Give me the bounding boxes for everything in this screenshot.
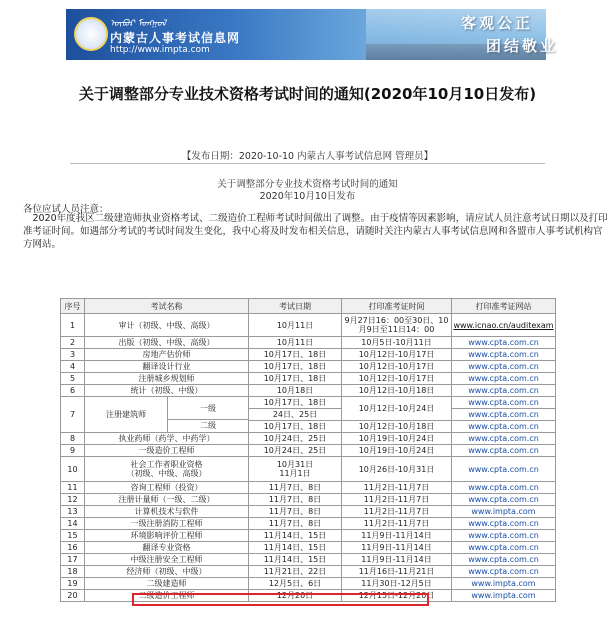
site-logo-icon xyxy=(74,17,108,51)
cell-exam-name-group xyxy=(85,397,249,433)
table-row xyxy=(61,349,556,361)
cell-print-time: 11月9日-11月14日 xyxy=(342,554,452,566)
cell-print-site-link[interactable]: www.cpta.com.cn xyxy=(452,433,556,445)
article-paragraph: 2020年度我区二级建造师执业资格考试、二级造价工程师考试时间做出了调整。由于疫情等因素影响，请应试人员注意考试日期以及打印准考证时间。如遇部分考试的考试时间发生变化，我中心将及时发布相关信息，请随时关注内蒙古人事考试信息网和各盟市人事考试机构官方网站。 xyxy=(23,213,608,250)
cell-exam-date: 11月21日、22日 xyxy=(249,566,342,578)
cell-print-site-link[interactable]: www.cpta.com.cn xyxy=(452,554,556,566)
table-row xyxy=(61,314,556,337)
table-row xyxy=(61,506,556,518)
table-row xyxy=(61,433,556,445)
cell-print-time: 10月19日-10月24日 xyxy=(342,445,452,457)
table-row xyxy=(61,530,556,542)
cell-exam-name: 环境影响评价工程师 xyxy=(85,530,249,542)
header-print-site: 打印准考证网站 xyxy=(452,299,556,314)
table-row xyxy=(61,554,556,566)
cell-exam-date-line: 11月1日 xyxy=(279,469,311,478)
cell-no: 15 xyxy=(61,530,85,542)
cell-exam-date: 10月24日、25日 xyxy=(249,433,342,445)
cell-no: 9 xyxy=(61,445,85,457)
cell-exam-name: 翻译设计行业 xyxy=(85,361,249,373)
table-row xyxy=(61,457,556,482)
cell-print-site-link[interactable]: www.cpta.com.cn xyxy=(452,409,556,421)
cell-exam-date: 12月20日 xyxy=(249,590,342,602)
banner-slogan-1: 客观公正 xyxy=(461,14,534,32)
cell-no: 3 xyxy=(61,349,85,361)
site-banner[interactable] xyxy=(66,9,559,60)
cell-exam-name: 咨询工程师（投资） xyxy=(85,482,249,494)
cell-exam-name: 二级造价工程师 xyxy=(85,590,249,602)
cell-exam-name: 房地产估价师 xyxy=(85,349,249,361)
cell-no: 2 xyxy=(61,337,85,349)
cell-exam-subname: 一级 xyxy=(168,397,248,420)
banner-mongolian-text: ᠥᠪᠦᠷ ᠮᠣᠩᠭᠣᠯ xyxy=(110,19,167,29)
cell-exam-date: 10月18日 xyxy=(249,385,342,397)
banner-slogan-2: 团结敬业 xyxy=(486,37,559,55)
cell-print-time: 9月27日16：00至30日、10月9日至11日14：00 xyxy=(342,314,452,337)
article-date: 2020年10月10日发布 xyxy=(259,191,356,202)
cell-exam-name: 注册建筑师 xyxy=(85,397,168,432)
cell-no: 16 xyxy=(61,542,85,554)
table-row xyxy=(61,385,556,397)
cell-print-site-link[interactable]: www.cpta.com.cn xyxy=(452,494,556,506)
cell-print-time: 11月2日-11月7日 xyxy=(342,506,452,518)
cell-print-site-link[interactable]: www.impta.com xyxy=(452,590,556,602)
cell-exam-name: 中级注册安全工程师 xyxy=(85,554,249,566)
banner-site-name: 内蒙古人事考试信息网 xyxy=(110,31,241,45)
cell-exam-name xyxy=(85,457,249,482)
cell-no: 20 xyxy=(61,590,85,602)
cell-print-time: 11月9日-11月14日 xyxy=(342,542,452,554)
cell-print-time: 10月5日-10月11日 xyxy=(342,337,452,349)
cell-exam-date: 11月7日、8日 xyxy=(249,494,342,506)
article-subtitle: 关于调整部分专业技术资格考试时间的通知 xyxy=(217,179,398,190)
cell-exam-name: 计算机技术与软件 xyxy=(85,506,249,518)
cell-print-time: 10月12日-10月17日 xyxy=(342,361,452,373)
header-exam-name: 考试名称 xyxy=(85,299,249,314)
cell-print-site-link[interactable]: www.cpta.com.cn xyxy=(452,518,556,530)
cell-exam-name: 翻译专业资格 xyxy=(85,542,249,554)
cell-exam-name-line: （初级、中级、高级） xyxy=(126,469,207,478)
cell-print-site-link[interactable]: www.cpta.com.cn xyxy=(452,361,556,373)
header-no: 序号 xyxy=(61,299,85,314)
table-row xyxy=(61,445,556,457)
cell-no: 6 xyxy=(61,385,85,397)
cell-print-site-link[interactable]: www.cpta.com.cn xyxy=(452,566,556,578)
article-title: 关于调整部分专业技术资格考试时间的通知(2020年10月10日发布) xyxy=(78,85,537,103)
divider xyxy=(70,163,545,164)
cell-exam-date: 10月11日 xyxy=(249,337,342,349)
cell-no: 19 xyxy=(61,578,85,590)
cell-no: 14 xyxy=(61,518,85,530)
cell-print-site-link[interactable]: www.cpta.com.cn xyxy=(452,457,556,482)
exam-schedule-table xyxy=(60,298,556,602)
cell-print-site-link[interactable]: www.impta.com xyxy=(452,506,556,518)
table-header-row xyxy=(61,299,556,314)
table-row xyxy=(61,373,556,385)
cell-print-site-link[interactable]: www.icnao.cn/auditexam xyxy=(452,314,556,337)
cell-print-time: 12月15日-12月20日 xyxy=(342,590,452,602)
cell-no: 10 xyxy=(61,457,85,482)
table-row-highlighted xyxy=(61,590,556,602)
cell-exam-date: 12月5日、6日 xyxy=(249,578,342,590)
article-greeting: 各位应试人员注意： xyxy=(23,204,109,215)
cell-no: 8 xyxy=(61,433,85,445)
cell-print-time: 10月12日-10月17日 xyxy=(342,373,452,385)
cell-print-time: 11月30日-12月5日 xyxy=(342,578,452,590)
table-row xyxy=(61,542,556,554)
cell-exam-date: 10月17日、18日 xyxy=(249,397,342,409)
cell-no: 18 xyxy=(61,566,85,578)
cell-print-site-link[interactable]: www.cpta.com.cn xyxy=(452,445,556,457)
cell-exam-date: 11月14日、15日 xyxy=(249,542,342,554)
cell-print-site-link[interactable]: www.cpta.com.cn xyxy=(452,385,556,397)
cell-print-time: 11月2日-11月7日 xyxy=(342,482,452,494)
table-row xyxy=(61,361,556,373)
cell-no: 1 xyxy=(61,314,85,337)
cell-print-site-link[interactable]: www.cpta.com.cn xyxy=(452,397,556,409)
cell-exam-date: 10月17日、18日 xyxy=(249,349,342,361)
cell-exam-name: 一级造价工程师 xyxy=(85,445,249,457)
cell-print-time: 10月26日-10月31日 xyxy=(342,457,452,482)
cell-exam-date-line: 10月31日 xyxy=(276,460,314,469)
cell-print-site-link[interactable]: www.cpta.com.cn xyxy=(452,349,556,361)
table-row xyxy=(61,518,556,530)
cell-print-time: 10月12日-10月24日 xyxy=(342,397,452,421)
cell-no: 12 xyxy=(61,494,85,506)
table-row xyxy=(61,397,556,409)
cell-exam-date: 24日、25日 xyxy=(249,409,342,421)
cell-no: 5 xyxy=(61,373,85,385)
cell-print-site-link[interactable]: www.cpta.com.cn xyxy=(452,530,556,542)
cell-no: 4 xyxy=(61,361,85,373)
cell-print-time: 11月16日-11月21日 xyxy=(342,566,452,578)
cell-print-time: 10月12日-10月17日 xyxy=(342,349,452,361)
cell-exam-name-line: 社会工作者职业资格 xyxy=(130,460,203,469)
cell-exam-name: 统计（初级、中级） xyxy=(85,385,249,397)
cell-no: 17 xyxy=(61,554,85,566)
cell-exam-date: 11月14日、15日 xyxy=(249,554,342,566)
cell-print-time: 10月12日-10月18日 xyxy=(342,385,452,397)
cell-no: 13 xyxy=(61,506,85,518)
cell-print-site-link[interactable]: www.impta.com xyxy=(452,578,556,590)
table-row xyxy=(61,578,556,590)
table-row xyxy=(61,482,556,494)
cell-print-site-link[interactable]: www.cpta.com.cn xyxy=(452,421,556,433)
banner-url: http://www.impta.com xyxy=(110,45,210,55)
cell-exam-date: 10月24日、25日 xyxy=(249,445,342,457)
cell-no: 11 xyxy=(61,482,85,494)
cell-exam-date: 11月7日、8日 xyxy=(249,482,342,494)
cell-print-site-link[interactable]: www.cpta.com.cn xyxy=(452,337,556,349)
table-row xyxy=(61,337,556,349)
cell-exam-date: 11月7日、8日 xyxy=(249,506,342,518)
cell-exam-name: 审计（初级、中级、高级） xyxy=(85,314,249,337)
cell-exam-name: 经济师（初级、中级） xyxy=(85,566,249,578)
cell-exam-name: 二级建造师 xyxy=(85,578,249,590)
cell-print-site-link[interactable]: www.cpta.com.cn xyxy=(452,542,556,554)
cell-exam-date: 10月17日、18日 xyxy=(249,421,342,433)
cell-exam-subname: 二级 xyxy=(200,421,216,430)
cell-exam-date: 10月11日 xyxy=(249,314,342,337)
cell-print-time: 11月2日-11月7日 xyxy=(342,494,452,506)
cell-print-site-link[interactable]: www.cpta.com.cn xyxy=(452,482,556,494)
cell-exam-name: 出版（初级、中级、高级） xyxy=(85,337,249,349)
header-print-time: 打印准考证时间 xyxy=(342,299,452,314)
cell-print-time: 10月12日-10月18日 xyxy=(342,421,452,433)
cell-exam-date xyxy=(249,457,342,482)
cell-no: 7 xyxy=(61,397,85,433)
cell-exam-date: 10月17日、18日 xyxy=(249,361,342,373)
cell-print-site-link[interactable]: www.cpta.com.cn xyxy=(452,373,556,385)
cell-exam-name: 一级注册消防工程师 xyxy=(85,518,249,530)
header-exam-date: 考试日期 xyxy=(249,299,342,314)
cell-exam-name: 执业药师（药学、中药学） xyxy=(85,433,249,445)
table-row xyxy=(61,566,556,578)
article-meta: 【发布日期：2020-10-10 内蒙古人事考试信息网 管理员】 xyxy=(181,151,434,162)
cell-exam-date: 10月17日、18日 xyxy=(249,373,342,385)
cell-print-time: 11月2日-11月7日 xyxy=(342,518,452,530)
table-row xyxy=(61,494,556,506)
cell-exam-name: 注册计量师（一级、二级） xyxy=(85,494,249,506)
cell-exam-date: 11月14日、15日 xyxy=(249,530,342,542)
cell-exam-date: 11月7日、8日 xyxy=(249,518,342,530)
cell-exam-name: 注册城乡规划师 xyxy=(85,373,249,385)
cell-print-time: 10月19日-10月24日 xyxy=(342,433,452,445)
cell-print-time: 11月9日-11月14日 xyxy=(342,530,452,542)
